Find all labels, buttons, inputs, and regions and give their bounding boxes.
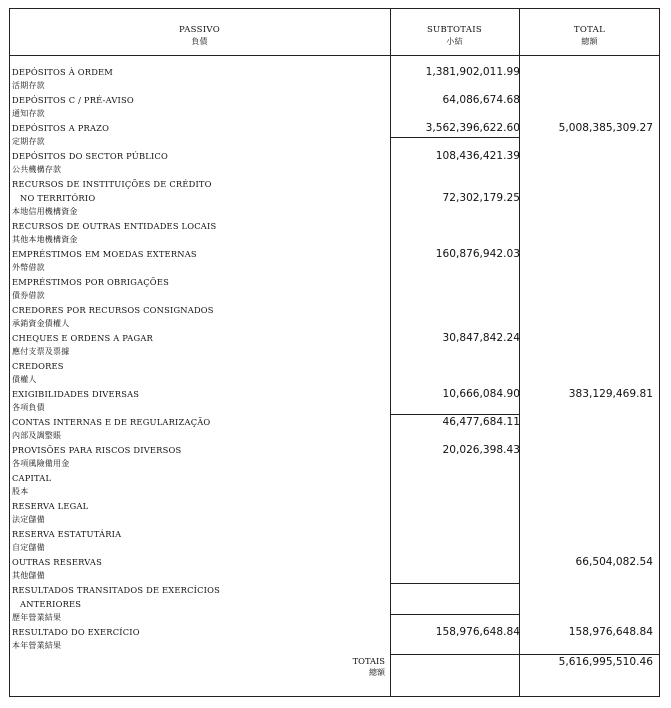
header-subtotais [390, 24, 519, 48]
header-subtotais-pt: SUBTOTAIS [426, 25, 483, 35]
header-rule [9, 55, 660, 56]
row-label-pt: RESULTADO DO EXERCÍCIO [12, 627, 140, 637]
row-label-cn: 法定儲備 [12, 515, 45, 524]
row-label-pt: EMPRÉSTIMOS EM MOEDAS EXTERNAS [12, 249, 197, 259]
row-label-cn: 通知存款 [12, 109, 45, 118]
row-label-cn: 其他本地機構資金 [12, 235, 78, 244]
row-label-cn: 本地信用機構資金 [12, 207, 78, 216]
row-label-cn: 內部及調整賬 [12, 431, 62, 440]
group-rule-3 [390, 583, 519, 584]
row-label-cn: 各項負債 [12, 403, 45, 412]
subtotal-value: 10,666,084.90 [442, 388, 520, 400]
subtotal-value: 30,847,842.24 [442, 332, 520, 344]
row-label-pt: RESERVA LEGAL [12, 501, 89, 511]
row-label-pt: DEPÓSITOS DO SECTOR PÚBLICO [12, 151, 168, 161]
row-label-cn: 歷年營業結果 [12, 613, 62, 622]
row-label-pt: RESULTADOS TRANSITADOS DE EXERCÍCIOS [12, 585, 221, 595]
total-value: 66,504,082.54 [575, 556, 653, 568]
row-label-pt-cont: ANTERIORES [20, 599, 82, 609]
row-label-pt: RESERVA ESTATUTÁRIA [12, 529, 122, 539]
subtotal-value: 20,026,398.43 [442, 444, 520, 456]
totals-label-pt: TOTAIS [352, 656, 385, 666]
subtotal-value: 3,562,396,622.60 [425, 122, 520, 134]
subtotal-value: 72,302,179.25 [442, 192, 520, 204]
totals-label [353, 655, 385, 679]
total-value: 5,008,385,309.27 [558, 122, 653, 134]
row-label-cn: 外幣借款 [12, 263, 45, 272]
header-passivo-pt: PASSIVO [179, 25, 220, 35]
row-label-pt: RECURSOS DE INSTITUIÇÕES DE CRÉDITO [12, 179, 212, 189]
group-rule-2 [390, 414, 519, 415]
subtotal-value: 1,381,902,011.99 [425, 66, 520, 78]
row-label-cn: 其他儲備 [12, 571, 45, 580]
row-label-cn: 各項風險備用金 [12, 459, 70, 468]
column-divider-subtotal [390, 8, 391, 697]
subtotal-value: 46,477,684.11 [442, 416, 520, 428]
row-label-cn: 定期存款 [12, 137, 45, 146]
header-total [519, 24, 660, 48]
group-rule-1 [390, 137, 519, 138]
row-label-pt: EXIGIBILIDADES DIVERSAS [12, 389, 140, 399]
row-label-cn: 本年營業結果 [12, 641, 62, 650]
row-label-pt: CAPITAL [12, 473, 52, 483]
subtotal-value: 64,086,674.68 [442, 94, 520, 106]
subtotal-value: 158,976,648.84 [435, 626, 520, 638]
row-label-cn: 股本 [12, 487, 29, 496]
row-label-pt: EMPRÉSTIMOS POR OBRIGAÇÕES [12, 277, 169, 287]
header-total-pt: TOTAL [573, 25, 606, 35]
row-label-pt: RECURSOS DE OUTRAS ENTIDADES LOCAIS [12, 221, 217, 231]
row-label-pt-cont: NO TERRITÓRIO [20, 193, 96, 203]
row-label-pt: DEPÓSITOS C / PRÉ-AVISO [12, 95, 134, 105]
row-label-pt: CONTAS INTERNAS E DE REGULARIZAÇÃO [12, 417, 211, 427]
row-label-cn: 債券借款 [12, 291, 45, 300]
group-rule-4 [390, 614, 519, 615]
totals-rule [390, 654, 660, 655]
header-passivo [9, 24, 390, 48]
row-label-pt: CREDORES POR RECURSOS CONSIGNADOS [12, 305, 214, 315]
header-total-cn: 總額 [581, 37, 598, 46]
row-label-pt: DEPÓSITOS A PRAZO [12, 123, 110, 133]
header-passivo-cn: 負債 [191, 37, 208, 46]
row-label-pt: DEPÓSITOS À ORDEM [12, 67, 113, 77]
row-label-cn: 自定儲備 [12, 543, 45, 552]
row-label-cn: 承銷資金債權人 [12, 319, 70, 328]
row-label-pt: PROVISÕES PARA RISCOS DIVERSOS [12, 445, 182, 455]
row-label-cn: 債權人 [12, 375, 37, 384]
total-value: 158,976,648.84 [568, 626, 653, 638]
row-label-cn: 活期存款 [12, 81, 45, 90]
row-label-pt: OUTRAS RESERVAS [12, 557, 102, 567]
grand-total-value: 5,616,995,510.46 [558, 656, 653, 668]
row-label-pt: CREDORES [12, 361, 64, 371]
subtotal-value: 108,436,421.39 [435, 150, 520, 162]
header-subtotais-cn: 小結 [446, 37, 463, 46]
column-divider-total [519, 8, 520, 697]
total-value: 383,129,469.81 [568, 388, 653, 400]
totals-label-cn: 總額 [369, 668, 385, 677]
row-label-pt: CHEQUES E ORDENS A PAGAR [12, 333, 153, 343]
row-label-cn: 公共機構存款 [12, 165, 62, 174]
row-label-cn: 應付支票及票據 [12, 347, 70, 356]
subtotal-value: 160,876,942.03 [435, 248, 520, 260]
